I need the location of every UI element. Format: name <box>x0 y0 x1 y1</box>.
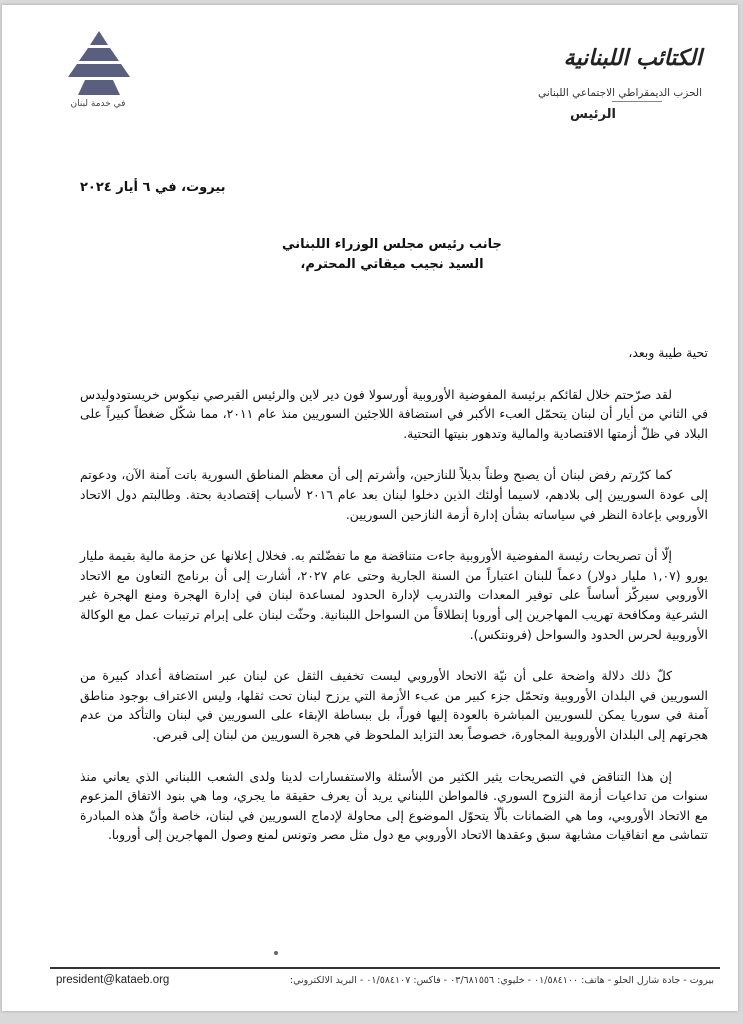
footer <box>56 971 714 989</box>
footer-email-link[interactable]: president@kataeb.org <box>56 974 170 986</box>
addressee-name: السيد نجيب ميقاتي المحترم، <box>300 257 484 272</box>
party-name: الكتائب اللبنانية <box>563 45 702 71</box>
letter-page <box>2 5 738 1011</box>
role-underline <box>612 101 662 102</box>
footer-contact-info: بيروت - جادة شارل الحلو - هاتف: ٠١/٥٨٤١٠٠ - خليوي: ٠٣/٦٨١٥٥٦ - فاكس: ٠١/٥٨٤١٠٧ - البريد الالكتروني: <box>289 974 714 986</box>
letter-body <box>80 343 708 867</box>
greeting: تحية طيبة وبعد، <box>628 345 708 360</box>
paragraph: إن هذا التناقض في التصريحات يثير الكثير من الأسئلة والاستفسارات لدينا ولدى الشعب اللبناني الذي يعاني منذ سنوات من تداعيات أزمة النزوح السوري. فالمواطن اللبناني يريد أن يعرف حقيقة ما يجري، وما هي بنود الاتفاق المزعوم مع الاتحاد الأوروبي، وما هي الضمانات بألّا يتحوّل الموضوع إلى محاولة لإدماج السوريين في لبنان، خاصة وأنّ هذه المبادرة تتماشى مع اتفاقيات مشابهة سبق وعقدها الاتحاد الأوروبي مع دول مثل مصر وتونس لمنع وصول المهاجرين إلى أوروبا. <box>80 768 708 843</box>
scan-dot <box>274 951 278 955</box>
letterhead <box>478 45 708 122</box>
addressee-title: جانب رئيس مجلس الوزراء اللبناني <box>282 237 502 252</box>
party-subtitle: الحزب الديمقراطي الاجتماعي اللبناني <box>538 87 702 99</box>
paragraph: كلّ ذلك دلالة واضحة على أن نيّة الاتحاد الأوروبي ليست تخفيف الثقل عن لبنان عبر استضافة أعداد كبيرة من السوريين في البلدان الأوروبية وتحمّل جزء كبير من عبء الأزمة التي يرزح لبنان تحت ثقلها، وليس الاعتراف بوجود مناطق آمنة في سوريا يمكن للسوريين المباشرة بالعودة إليها فوراً، بل ببساطة الإبقاء على السوريين في لبنان والتأكد من عدم هجرتهم إلى البلدان الأوروبية المجاورة، خصوصاً بعد التزايد الملحوظ في هجرة السوريين من لبنان إلى قبرص. <box>80 668 708 742</box>
paragraph: كما كرّرتم رفض لبنان أن يصبح وطناً بديلاً للنازحين، وأشرتم إلى أن معظم المناطق السورية باتت آمنة الآن، ودعوتم إلى عودة السوريين إلى بلادهم، لاسيما أولئك الذين دخلوا لبنان بعد عام ٢٠١٦ لأسباب إقتصادية بحتة. وطالبتم دول الاتحاد الأوروبي بإعادة النظر في سياساته بشأن إدارة أزمة النازحين السوريين. <box>80 467 708 522</box>
footer-divider <box>50 967 720 969</box>
addressee <box>242 235 542 275</box>
sender-role: الرئيس <box>570 107 616 122</box>
paragraph: لقد صرّحتم خلال لقائكم برئيسة المفوضية الأوروبية أورسولا فون دير لاين والرئيس القبرصي نيكوس خريستودوليدس في الثاني من أيار أن لبنان يتحمّل العبء الأكبر في استضافة اللاجئين السوريين منذ عام ٢٠١١، مما شكّل ضغطاً كبيراً على البلاد في ظلّ أزمتها الاقتصادية والمالية وتدهور بنيتها التحتية. <box>80 386 708 441</box>
letter-date: بيروت، في ٦ أيار ٢٠٢٤ <box>80 180 226 195</box>
logo-caption: في خدمة لبنان <box>70 99 126 109</box>
paragraph: إلّا أن تصريحات رئيسة المفوضية الأوروبية جاءت متناقضة مع ما تفضّلتم به. فخلال إعلانها عن حزمة مالية بقيمة مليار يورو (١,٠٧ مليار دولار) دعماً للبنان اعتباراً من السنة الجارية وحتى عام ٢٠٢٧، أشارت إلى أن برنامج التعاون مع الاتحاد الأوروبي سيركّز أساساً على توفير المعدات والتدريب لإدارة الحدود لمساعدة لبنان في إدارة الهجرة ومنع الهجرة غير الشرعية ومكافحة تهريب المهاجرين إلى أوروبا إنطلاقاً من السواحل اللبنانية. وحثّت لبنان على إبرام ترتيبات عمل مع الوكالة الأوروبية لحرس الحدود والسواحل (فرونتكس). <box>80 548 708 642</box>
